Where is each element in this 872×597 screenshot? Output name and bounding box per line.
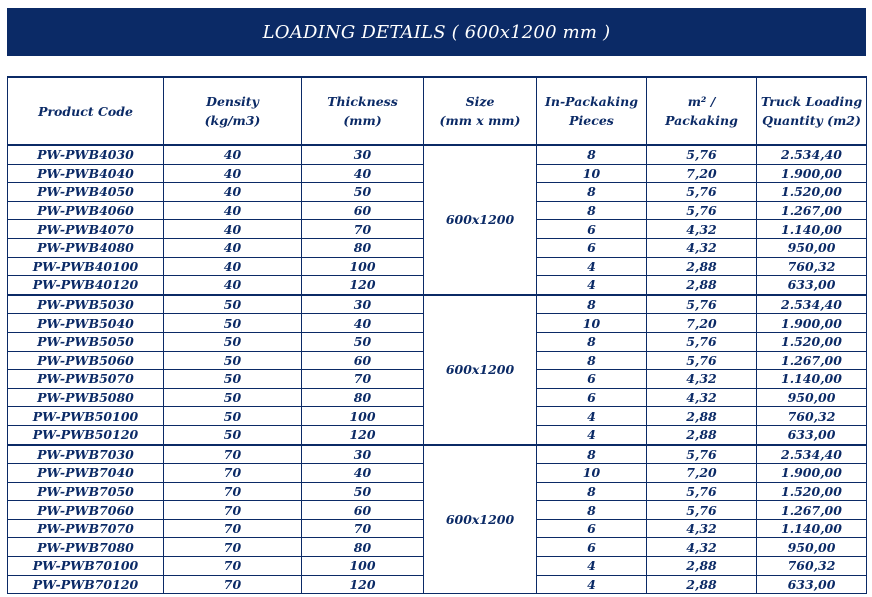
- density-cell: 50: [164, 370, 302, 389]
- pieces-cell: 8: [537, 445, 647, 464]
- header-product-code: [8, 77, 164, 145]
- m2-per-pack-cell: 5,76: [647, 482, 757, 501]
- size-cell: 600x1200: [424, 295, 537, 445]
- thickness-cell: 60: [302, 351, 424, 370]
- m2-per-pack-cell: 4,32: [647, 370, 757, 389]
- product-code-cell: PW-PWB4030: [8, 145, 164, 164]
- header-thickness: [302, 77, 424, 145]
- thickness-cell: 50: [302, 332, 424, 351]
- truck-loading-cell: 1.520,00: [757, 482, 867, 501]
- density-cell: 40: [164, 238, 302, 257]
- thickness-cell: 30: [302, 445, 424, 464]
- header-density: [164, 77, 302, 145]
- thickness-cell: 120: [302, 425, 424, 444]
- m2-per-pack-cell: 4,32: [647, 238, 757, 257]
- product-code-cell: PW-PWB7080: [8, 538, 164, 557]
- density-cell: 40: [164, 183, 302, 202]
- density-cell: 70: [164, 445, 302, 464]
- m2-per-pack-cell: 5,76: [647, 145, 757, 164]
- header-truck-loading: [757, 77, 867, 145]
- table-row: [8, 445, 867, 464]
- product-code-cell: PW-PWB70120: [8, 575, 164, 594]
- m2-per-pack-cell: 2,88: [647, 557, 757, 576]
- pieces-cell: 10: [537, 314, 647, 333]
- truck-loading-cell: 633,00: [757, 276, 867, 295]
- thickness-cell: 100: [302, 407, 424, 426]
- product-code-cell: PW-PWB7050: [8, 482, 164, 501]
- m2-per-pack-cell: 5,76: [647, 445, 757, 464]
- m2-per-pack-cell: 2,88: [647, 425, 757, 444]
- m2-per-pack-cell: 5,76: [647, 332, 757, 351]
- density-cell: 40: [164, 164, 302, 183]
- product-code-cell: PW-PWB40100: [8, 257, 164, 276]
- density-cell: 50: [164, 332, 302, 351]
- pieces-cell: 6: [537, 388, 647, 407]
- page-title-banner: [7, 8, 866, 56]
- product-code-cell: PW-PWB5030: [8, 295, 164, 314]
- size-cell: 600x1200: [424, 445, 537, 594]
- product-code-cell: PW-PWB50120: [8, 425, 164, 444]
- thickness-cell: 40: [302, 464, 424, 483]
- thickness-cell: 100: [302, 557, 424, 576]
- product-code-cell: PW-PWB4080: [8, 238, 164, 257]
- truck-loading-cell: 1.267,00: [757, 201, 867, 220]
- m2-per-pack-cell: 4,32: [647, 388, 757, 407]
- thickness-cell: 80: [302, 538, 424, 557]
- pieces-cell: 8: [537, 482, 647, 501]
- pieces-cell: 6: [537, 238, 647, 257]
- truck-loading-cell: 2.534,40: [757, 445, 867, 464]
- pieces-cell: 6: [537, 519, 647, 538]
- m2-per-pack-cell: 7,20: [647, 314, 757, 333]
- thickness-cell: 40: [302, 314, 424, 333]
- truck-loading-cell: 1.267,00: [757, 501, 867, 520]
- pieces-cell: 4: [537, 575, 647, 594]
- pieces-cell: 8: [537, 332, 647, 351]
- header-m2-line1: m² /: [687, 94, 716, 109]
- header-pieces: [537, 77, 647, 145]
- density-cell: 70: [164, 557, 302, 576]
- pieces-cell: 8: [537, 295, 647, 314]
- density-cell: 70: [164, 519, 302, 538]
- truck-loading-cell: 1.900,00: [757, 164, 867, 183]
- product-code-cell: PW-PWB7070: [8, 519, 164, 538]
- density-cell: 50: [164, 314, 302, 333]
- thickness-cell: 40: [302, 164, 424, 183]
- pieces-cell: 8: [537, 145, 647, 164]
- product-code-cell: PW-PWB5070: [8, 370, 164, 389]
- density-cell: 50: [164, 425, 302, 444]
- truck-loading-cell: 633,00: [757, 575, 867, 594]
- product-code-cell: PW-PWB4070: [8, 220, 164, 239]
- thickness-cell: 70: [302, 370, 424, 389]
- truck-loading-cell: 2.534,40: [757, 295, 867, 314]
- m2-per-pack-cell: 2,88: [647, 407, 757, 426]
- density-cell: 70: [164, 501, 302, 520]
- header-size: [424, 77, 537, 145]
- product-code-cell: PW-PWB7060: [8, 501, 164, 520]
- pieces-cell: 4: [537, 407, 647, 426]
- truck-loading-cell: 1.267,00: [757, 351, 867, 370]
- header-truck-line1: Truck Loading: [760, 94, 863, 109]
- header-size-line1: Size: [465, 94, 495, 109]
- product-code-cell: PW-PWB50100: [8, 407, 164, 426]
- truck-loading-cell: 633,00: [757, 425, 867, 444]
- thickness-cell: 120: [302, 575, 424, 594]
- m2-per-pack-cell: 5,76: [647, 351, 757, 370]
- truck-loading-cell: 1.520,00: [757, 183, 867, 202]
- truck-loading-cell: 1.900,00: [757, 464, 867, 483]
- header-density-line2: (kg/m3): [204, 113, 261, 128]
- truck-loading-cell: 950,00: [757, 388, 867, 407]
- pieces-cell: 8: [537, 201, 647, 220]
- header-density-line1: Density: [206, 94, 259, 109]
- pieces-cell: 4: [537, 425, 647, 444]
- thickness-cell: 30: [302, 145, 424, 164]
- truck-loading-cell: 760,32: [757, 257, 867, 276]
- pieces-cell: 4: [537, 276, 647, 295]
- thickness-cell: 70: [302, 519, 424, 538]
- density-cell: 70: [164, 464, 302, 483]
- m2-per-pack-cell: 7,20: [647, 464, 757, 483]
- truck-loading-cell: 950,00: [757, 538, 867, 557]
- product-code-cell: PW-PWB4060: [8, 201, 164, 220]
- pieces-cell: 6: [537, 220, 647, 239]
- density-cell: 50: [164, 388, 302, 407]
- pieces-cell: 6: [537, 538, 647, 557]
- pieces-cell: 4: [537, 557, 647, 576]
- table-body: [8, 145, 867, 594]
- product-code-cell: PW-PWB7040: [8, 464, 164, 483]
- density-cell: 70: [164, 482, 302, 501]
- product-code-cell: PW-PWB5060: [8, 351, 164, 370]
- density-cell: 70: [164, 538, 302, 557]
- header-m2-line2: Packaking: [665, 113, 738, 128]
- product-code-cell: PW-PWB4040: [8, 164, 164, 183]
- thickness-cell: 80: [302, 238, 424, 257]
- truck-loading-cell: 760,32: [757, 407, 867, 426]
- pieces-cell: 8: [537, 183, 647, 202]
- truck-loading-cell: 760,32: [757, 557, 867, 576]
- m2-per-pack-cell: 2,88: [647, 257, 757, 276]
- loading-details-table: [7, 76, 867, 594]
- m2-per-pack-cell: 2,88: [647, 575, 757, 594]
- density-cell: 50: [164, 407, 302, 426]
- m2-per-pack-cell: 4,32: [647, 220, 757, 239]
- page-title: LOADING DETAILS ( 600x1200 mm ): [262, 21, 611, 43]
- table-row: [8, 295, 867, 314]
- product-code-cell: PW-PWB4050: [8, 183, 164, 202]
- thickness-cell: 60: [302, 501, 424, 520]
- m2-per-pack-cell: 2,88: [647, 276, 757, 295]
- pieces-cell: 10: [537, 164, 647, 183]
- truck-loading-cell: 1.140,00: [757, 519, 867, 538]
- header-product-code-line: Product Code: [38, 103, 133, 119]
- pieces-cell: 8: [537, 351, 647, 370]
- thickness-cell: 50: [302, 183, 424, 202]
- density-cell: 40: [164, 220, 302, 239]
- m2-per-pack-cell: 5,76: [647, 183, 757, 202]
- truck-loading-cell: 1.900,00: [757, 314, 867, 333]
- header-truck-line2: Quantity (m2): [762, 113, 861, 128]
- thickness-cell: 60: [302, 201, 424, 220]
- header-row: [8, 77, 867, 145]
- density-cell: 40: [164, 145, 302, 164]
- pieces-cell: 4: [537, 257, 647, 276]
- m2-per-pack-cell: 4,32: [647, 538, 757, 557]
- truck-loading-cell: 1.520,00: [757, 332, 867, 351]
- thickness-cell: 120: [302, 276, 424, 295]
- product-code-cell: PW-PWB7030: [8, 445, 164, 464]
- product-code-cell: PW-PWB5080: [8, 388, 164, 407]
- product-code-cell: PW-PWB5050: [8, 332, 164, 351]
- product-code-cell: PW-PWB40120: [8, 276, 164, 295]
- product-code-cell: PW-PWB70100: [8, 557, 164, 576]
- thickness-cell: 100: [302, 257, 424, 276]
- thickness-cell: 30: [302, 295, 424, 314]
- pieces-cell: 8: [537, 501, 647, 520]
- density-cell: 50: [164, 351, 302, 370]
- thickness-cell: 50: [302, 482, 424, 501]
- table-row: [8, 145, 867, 164]
- m2-per-pack-cell: 5,76: [647, 201, 757, 220]
- size-cell: 600x1200: [424, 145, 537, 295]
- header-thickness-line2: (mm): [343, 113, 382, 128]
- density-cell: 70: [164, 575, 302, 594]
- thickness-cell: 70: [302, 220, 424, 239]
- truck-loading-cell: 950,00: [757, 238, 867, 257]
- m2-per-pack-cell: 5,76: [647, 501, 757, 520]
- thickness-cell: 80: [302, 388, 424, 407]
- header-pieces-line2: Pieces: [569, 113, 614, 128]
- m2-per-pack-cell: 4,32: [647, 519, 757, 538]
- pieces-cell: 10: [537, 464, 647, 483]
- product-code-cell: PW-PWB5040: [8, 314, 164, 333]
- m2-per-pack-cell: 7,20: [647, 164, 757, 183]
- truck-loading-cell: 2.534,40: [757, 145, 867, 164]
- density-cell: 40: [164, 257, 302, 276]
- header-m2-per-pack: [647, 77, 757, 145]
- density-cell: 50: [164, 295, 302, 314]
- pieces-cell: 6: [537, 370, 647, 389]
- header-size-line2: (mm x mm): [439, 113, 521, 128]
- truck-loading-cell: 1.140,00: [757, 220, 867, 239]
- header-thickness-line1: Thickness: [327, 94, 398, 109]
- m2-per-pack-cell: 5,76: [647, 295, 757, 314]
- density-cell: 40: [164, 201, 302, 220]
- header-pieces-line1: In-Packaking: [545, 94, 638, 109]
- density-cell: 40: [164, 276, 302, 295]
- truck-loading-cell: 1.140,00: [757, 370, 867, 389]
